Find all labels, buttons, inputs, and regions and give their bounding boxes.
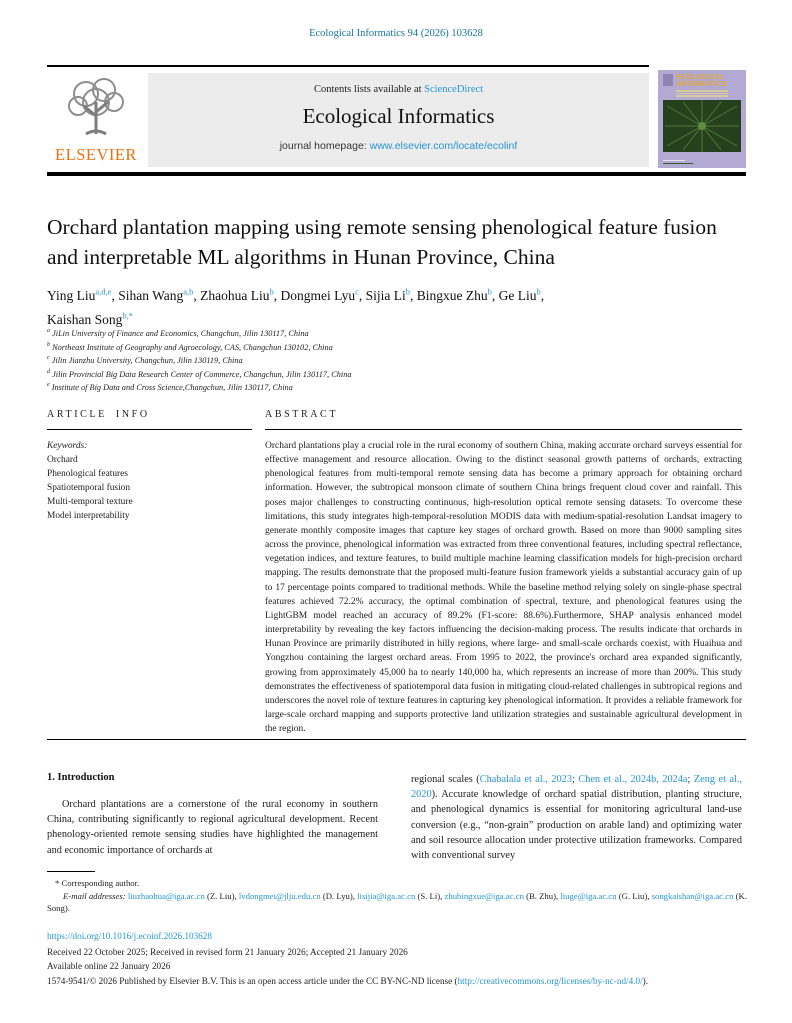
footnote-marker: * [55, 878, 62, 888]
author-affil-sup: b [536, 286, 541, 296]
keyword: Phenological features [47, 469, 128, 479]
abstract-bottom-rule [47, 739, 746, 740]
cover-plant-image [663, 100, 741, 152]
footnotes-block [47, 877, 747, 915]
keyword: Spatiotemporal fusion [47, 483, 131, 493]
affiliation-list [47, 326, 753, 394]
affiliation: $^b$ Northeast Institute of Geography and Agroecology, CAS, Changchun 130102, China [47, 341, 333, 352]
citation-link[interactable]: Zeng et al., 2020 [411, 774, 743, 801]
cover-title: ECOLOGICAL INFORMATICS [676, 74, 728, 97]
affiliation: $^e$ Institute of Big Data and Cross Science,Changchun, Jilin 130117, China [47, 382, 293, 393]
sciencedirect-link[interactable]: ScienceDirect [424, 84, 484, 95]
author: Bingxue Zhu$^b$, [416, 286, 499, 303]
homepage-prefix: journal homepage: [279, 140, 370, 152]
keywords-label: Keywords: [47, 441, 88, 451]
footnote-separator-rule [47, 871, 95, 872]
intro-left-column [47, 797, 378, 858]
affiliation: $^a$ JiLin University of Finance and Economics, Changchun, Jilin 130117, China [47, 328, 309, 338]
keyword: Orchard [47, 455, 78, 465]
intro-right-column [411, 772, 742, 863]
citation-link[interactable]: Chabalala et al., 2023 [479, 774, 572, 785]
author-affil-sup: b [269, 286, 274, 296]
author: Sijia Li$^b$, [365, 286, 417, 303]
license-line: 1574-9541/© 2026 Published by Elsevier B.V. This is an open access article under the CC BY-NC-ND license (http://creativecommons.org/licenses/by-nc-nd/4.0/). [47, 976, 649, 986]
journal-citation: Ecological Informatics 94 (2026) 103628 [309, 28, 483, 39]
email-link[interactable]: liuzhaohua@iga.ac.cn [127, 890, 205, 901]
keywords-block [47, 439, 252, 523]
corresponding-author-note: * Corresponding author. [55, 878, 140, 888]
contents-line [148, 84, 649, 95]
email-link[interactable]: songkaishan@iga.ac.cn [651, 890, 734, 901]
license-link[interactable]: http://creativecommons.org/licenses/by-nc-nd/4.0/ [457, 976, 643, 986]
introduction-heading: 1. Introduction [47, 772, 115, 783]
journal-header-box [148, 73, 649, 167]
author-affil-sup: b [405, 286, 411, 296]
abstract-section [265, 409, 742, 736]
author: Sihan Wang$^{a,b}$, [118, 286, 201, 303]
abstract-rule [265, 429, 742, 430]
elsevier-logo[interactable] [49, 72, 143, 168]
homepage-link[interactable]: www.elsevier.com/locate/ecolinf [369, 140, 518, 152]
intro-paragraph-left: Orchard plantations are a cornerstone of the rural economy in southern China, contributing significantly to regional agricultural development. Recent phenology-oriented remote sensing studies have highlighted the management and economic importance of orchards at [47, 799, 378, 856]
elsevier-wordmark: ELSEVIER [55, 145, 137, 164]
available-online: Available online 22 January 2026 [47, 960, 171, 971]
cover-publisher-mark-icon [663, 74, 673, 86]
header-bottom-rule [47, 172, 746, 176]
journal-name: Ecological Informatics [302, 104, 495, 128]
author: Zhaohua Liu$^b$, [200, 286, 281, 303]
abstract-text: Orchard plantations play a crucial role in the rural economy of southern China, making accurate orchard surveys essential for effective management and resource allocation. Owing to the distinct seasonal growth patterns of orchards, extracting phenological features from multi-temporal remote sensing data has become a primary approach for obtaining orchard information. However, the subtropical monsoon climate of southern China brings frequent cloud cover and rainfall. This poses major challenges to constructing continuous, high-resolution optical remote sensing datasets. To overcome these limitations, this study integrates high-temporal-resolution MODIS data with medium-spatial-resolution Landsat imagery to generate monthly composite images that capture key stages of orchard growth. Based on more than 9000 sampling sites across the province, phenological information was extracted from three conventional features, including spectral reflectance, vegetation indices, and texture features, to build multiple machine learning classification models for high-precision orchard mapping. The results demonstrate that the proposed multi-feature fusion framework yields a substantial accuracy gain of up to 17 percentage points compared to traditional methods. While the baseline method relying solely on single-phase spectral features achieved 72.2% accuracy, the optimal combination of spectral, texture, and phenological features using the LightGBM model reached an accuracy of 89.2% (F1-score: 88.6%).Furthermore, SHAP analysis enhanced model interpretability by revealing the key factors influencing the decision-making process. The results indicate that orchards in Hunan Province are primarily distributed in hilly regions, where large- and small-scale orchards coexist, with Huaihua and Yongzhou containing the largest orchard areas. From 1995 to 2022, the province's orchard area expanded significantly, growing from approximately 45,000 ha to nearly 140,000 ha, which represents an increase of more than 200%. This study demonstrates the effectiveness of spatiotemporal data fusion in mitigating cloud-related challenges in subtropical regions and underscores the novel role of texture features in capturing key phenological information. It provides a reliable framework for large-scale orchard mapping and supports protective land utilization strategies and sustainable agricultural development in the region. [265, 441, 742, 735]
author-affil-sup: b [487, 286, 492, 296]
article-title: Orchard plantation mapping using remote sensing phenological feature fusion and interpretable ML algorithms in Hunan Province, China [47, 215, 717, 269]
author: Dongmei Lyu$^c$, [280, 286, 366, 303]
article-info-section [47, 409, 252, 523]
doi-link[interactable]: https://doi.org/10.1016/j.ecoinf.2026.103628 [47, 931, 212, 941]
cover-footer-lines [663, 160, 741, 165]
author-affil-sup: b,* [122, 310, 133, 321]
intro-text: regional scales ( [411, 774, 480, 785]
abstract-heading: ABSTRACT [265, 409, 339, 420]
elsevier-tree-logo-icon [49, 72, 143, 144]
doi-line [47, 931, 212, 941]
author-list [47, 281, 753, 330]
email-link[interactable]: lisijia@iga.ac.cn [357, 890, 416, 901]
contents-prefix: Contents lists available at [313, 84, 425, 95]
intro-text: ). Accurate knowledge of orchard spatial distribution, planting structure, and phenological dynamics is essential for monitoring agricultural land-use conversion (e.g., “non-grain” production on arable land) and optimizing water and soil resource allocation under protective utilization frameworks. Compared with conventional survey [411, 789, 742, 862]
author-affil-sup: a,d,e [95, 286, 112, 296]
email-addresses-line: E-mail addresses: liuzhaohua@iga.ac.cn (Z. Liu), lvdongmei@jlju.edu.cn (D. Lyu), lisijia@iga.ac.cn (S. Li), zhubingxue@iga.ac.cn (B. Zhu), liuge@iga.ac.cn (G. Liu), songkaishan@iga.ac.cn (K. Song). [47, 890, 747, 914]
affiliation: $^c$ Jilin Jianzhu University, Changchun, Jilin 130119, China [47, 355, 243, 365]
intro-text: ; [571, 774, 579, 785]
homepage-line [148, 140, 649, 152]
author: Ying Liu$^{a,d,e}$, [47, 286, 119, 303]
cover-header [663, 74, 741, 97]
keyword: Model interpretability [47, 511, 130, 521]
article-info-heading: ARTICLE INFO [47, 409, 150, 420]
journal-cover-thumbnail[interactable] [658, 70, 746, 168]
email-link[interactable]: lvdongmei@jlju.edu.cn [238, 890, 321, 901]
email-link[interactable]: liuge@iga.ac.cn [560, 890, 617, 901]
header-top-rule [47, 65, 649, 67]
author: Kaishan Song$^{b,*}$ [47, 310, 133, 327]
author-affil-sup: c [355, 286, 359, 296]
citation-link[interactable]: Chen et al., 2024b, 2024a [578, 774, 688, 785]
keyword: Multi-temporal texture [47, 497, 133, 507]
article-info-rule [47, 429, 252, 430]
article-dates [47, 946, 747, 974]
email-link[interactable]: zhubingxue@iga.ac.cn [444, 890, 524, 901]
cover-subtitle-lines [676, 90, 728, 97]
received-dates: Received 22 October 2025; Received in revised form 21 January 2026; Accepted 21 January 2026 [47, 947, 408, 957]
affiliation: $^d$ Jilin Provincial Big Data Research Center of Commerce, Changchun, Jilin 130117, China [47, 368, 352, 379]
email-label: E-mail addresses: [63, 890, 128, 901]
author-affil-sup: a,b [183, 286, 194, 296]
intro-text: ; [687, 774, 694, 785]
author: Ge Liu$^b$, [498, 286, 545, 303]
